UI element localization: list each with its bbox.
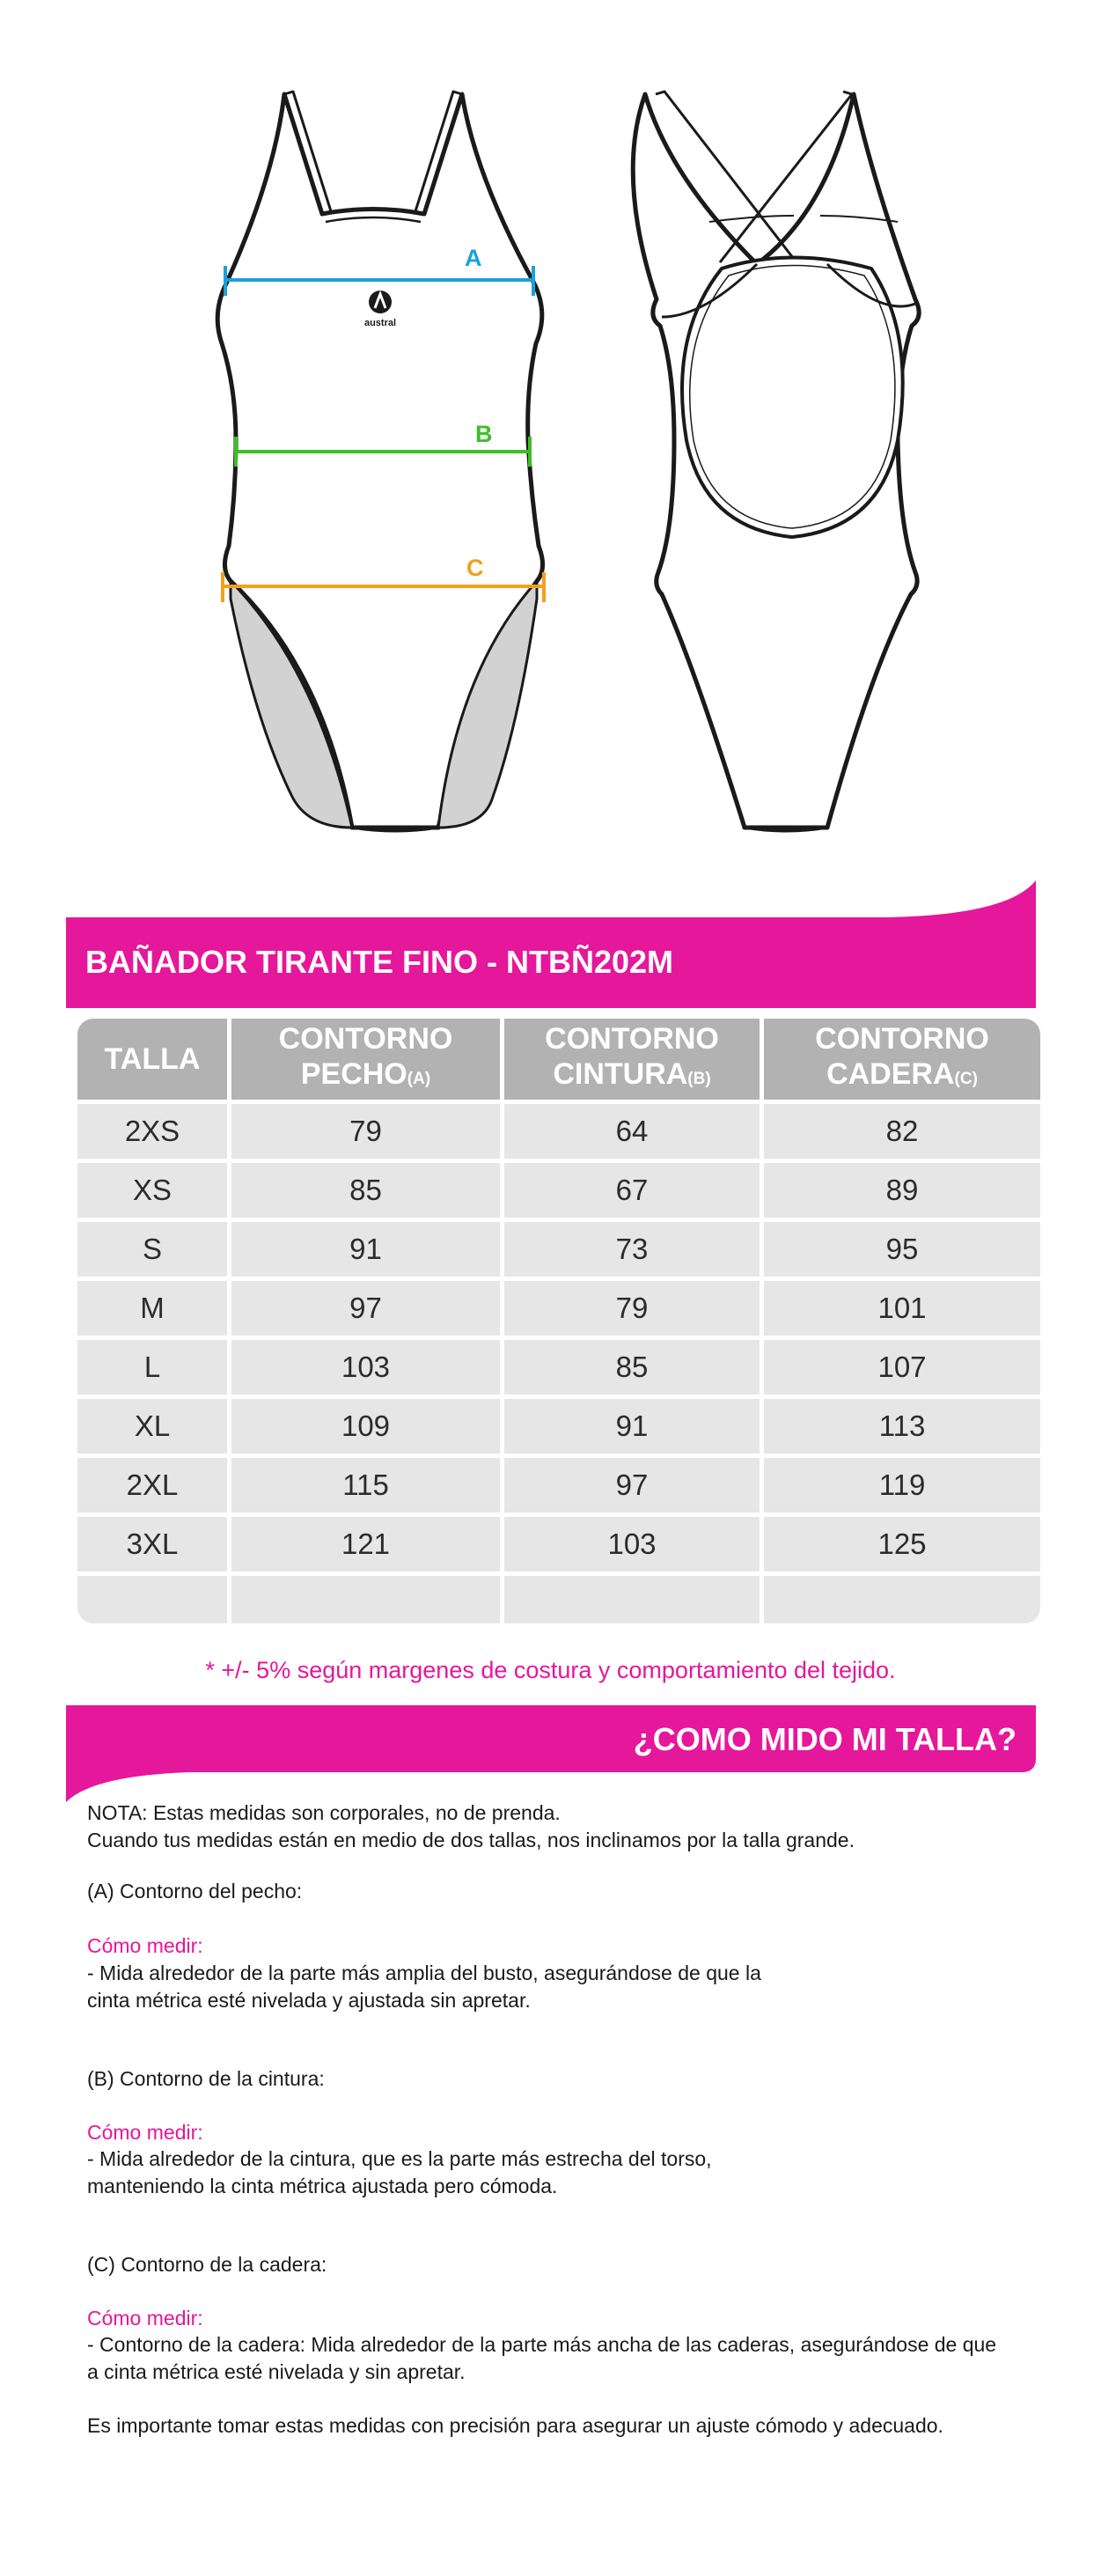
cell-talla: 3XL	[77, 1517, 227, 1571]
section-b-text: - Mida alrededor de la cintura, que es la parte más estrecha del torso, manteniendo la cinta métrica ajustada pero cómoda.	[87, 2147, 712, 2197]
cell-cadera: 113	[764, 1399, 1040, 1454]
cell-cadera: 107	[764, 1340, 1040, 1395]
cell-cintura: 91	[504, 1399, 760, 1454]
nota-line: NOTA: Estas medidas son corporales, no de prenda.	[87, 1801, 561, 1824]
cell-cadera: 119	[764, 1458, 1040, 1512]
table-row	[77, 1399, 1040, 1454]
section-b-title: (B) Contorno de la cintura:	[87, 2067, 325, 2090]
cell-pecho: 115	[231, 1458, 500, 1512]
cell-cintura: 103	[504, 1517, 760, 1571]
cell-cintura: 79	[504, 1281, 760, 1336]
cell-cintura: 73	[504, 1222, 760, 1277]
table-row	[77, 1340, 1040, 1395]
section-c-como: Cómo medir:	[87, 2307, 203, 2329]
cell-cintura: 85	[504, 1340, 760, 1395]
measure-label-b: B	[475, 421, 493, 447]
table-header-row	[77, 1019, 1040, 1100]
cell-talla: M	[77, 1281, 227, 1336]
product-title-banner	[66, 880, 1036, 1008]
cell-talla: L	[77, 1340, 227, 1395]
closing-text: Es importante tomar estas medidas con precisión para asegurar un ajuste cómodo y adecuado.	[87, 2414, 943, 2437]
cell-talla: 2XS	[77, 1104, 227, 1159]
cell-pecho: 85	[231, 1163, 500, 1218]
table-row	[77, 1458, 1040, 1512]
cell-talla: XS	[77, 1163, 227, 1218]
tolerance-note: * +/- 5% según margenes de costura y comportamiento del tejido.	[205, 1657, 896, 1683]
swimsuit-back-drawing	[633, 92, 919, 831]
header-talla: TALLA	[77, 1019, 227, 1100]
cell-pecho: 91	[231, 1222, 500, 1277]
cell-cintura: 67	[504, 1163, 760, 1218]
table-row	[77, 1163, 1040, 1218]
header-pecho: CONTORNO PECHO(A)	[231, 1019, 500, 1100]
section-c-title: (C) Contorno de la cadera:	[87, 2253, 327, 2276]
howto-title: ¿COMO MIDO MI TALLA?	[633, 1721, 1017, 1757]
cell-pecho: 103	[231, 1340, 500, 1395]
measure-label-a: A	[465, 245, 482, 271]
header-cintura: CONTORNO CINTURA(B)	[504, 1019, 760, 1100]
section-a-title: (A) Contorno del pecho:	[87, 1880, 303, 1903]
nota-line: Cuando tus medidas están en medio de dos tallas, nos inclinamos por la talla grande.	[87, 1829, 855, 1851]
cell-talla: XL	[77, 1399, 227, 1454]
cell-talla: 2XL	[77, 1458, 227, 1512]
cell-cadera: 89	[764, 1163, 1040, 1218]
cell-cintura: 64	[504, 1104, 760, 1159]
cell-cadera: 95	[764, 1222, 1040, 1277]
swimsuit-illustration	[0, 0, 1101, 863]
table-row	[77, 1517, 1040, 1571]
table-row	[77, 1281, 1040, 1336]
logo-text: austral	[363, 318, 397, 328]
howto-banner	[66, 1705, 1036, 1802]
table-row	[77, 1104, 1040, 1159]
cell-cadera: 82	[764, 1104, 1040, 1159]
table-row-empty	[77, 1576, 1040, 1623]
table-row	[77, 1222, 1040, 1277]
cell-pecho: 79	[231, 1104, 500, 1159]
cell-cadera: 101	[764, 1281, 1040, 1336]
size-chart-table	[73, 1014, 1045, 1628]
section-c-text: - Contorno de la cadera: Mida alrededor de la parte más ancha de las caderas, asegurándose de que a cinta métrica esté nivelada y sin apretar.	[87, 2333, 997, 2383]
section-a-como: Cómo medir:	[87, 1934, 203, 1957]
section-a-text: - Mida alrededor de la parte más amplia del busto, asegurándose de que la cinta métrica esté nivelada y ajustada sin apretar.	[87, 1961, 761, 2012]
cell-cadera: 125	[764, 1517, 1040, 1571]
cell-talla: S	[77, 1222, 227, 1277]
cell-pecho: 109	[231, 1399, 500, 1454]
nota-paragraph	[87, 1800, 1020, 1854]
cell-pecho: 97	[231, 1281, 500, 1336]
header-cadera: CONTORNO CADERA(C)	[764, 1019, 1040, 1100]
cell-cintura: 97	[504, 1458, 760, 1512]
swimsuit-front-drawing	[217, 92, 542, 831]
measure-label-c: C	[466, 555, 484, 581]
section-b-como: Cómo medir:	[87, 2121, 203, 2144]
product-title: BAÑADOR TIRANTE FINO - NTBÑ202M	[85, 944, 674, 980]
cell-pecho: 121	[231, 1517, 500, 1571]
